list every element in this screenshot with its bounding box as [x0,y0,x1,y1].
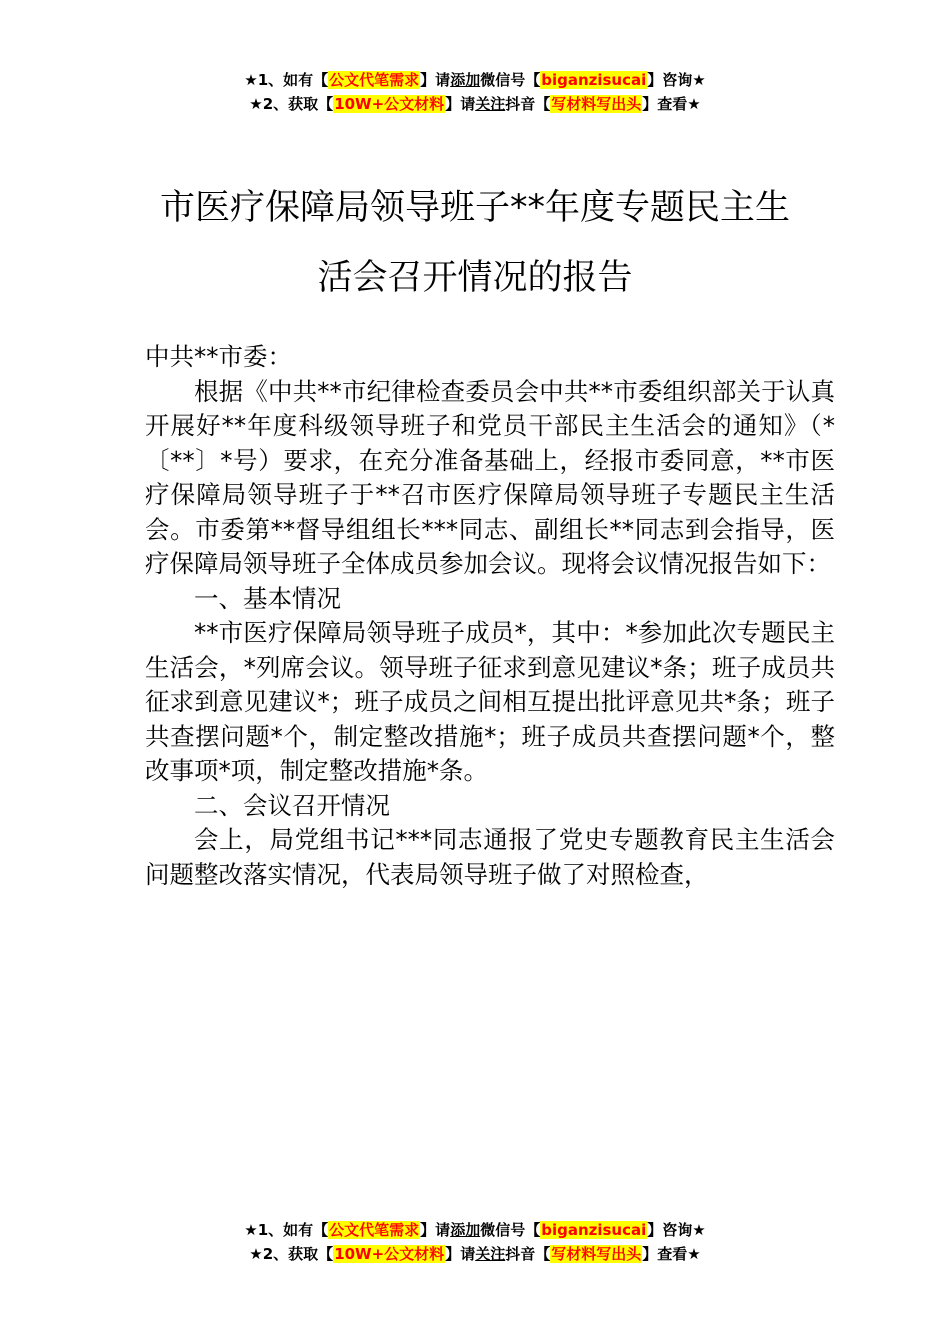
banner-highlight: 写材料写出头 [551,95,642,113]
banner-text: ★2、获取【 [249,1245,334,1263]
banner-highlight: 写材料写出头 [551,1245,642,1263]
banner-underline: 关注 [475,95,506,113]
banner-line-1 [0,1218,950,1242]
banner-text: 微信号【 [480,1221,541,1239]
banner-text: 】查看★ [642,1245,701,1263]
banner-text: 抖音【 [505,1245,551,1263]
section-heading-basic: 一、基本情况 [194,583,341,613]
document-title-line-1: 市医疗保障局领导班子**年度专题民主生 [159,188,790,228]
banner-text: 】请 [420,1221,451,1239]
banner-highlight: 10W+公文材料 [334,1245,445,1263]
footer-banner [0,1218,950,1266]
section-heading-meeting: 二、会议召开情况 [194,790,390,820]
banner-underline: 关注 [475,1245,506,1263]
document-title-line-2: 活会召开情况的报告 [317,258,633,298]
banner-underline: 添加 [450,1221,481,1239]
banner-text: ★1、如有【 [244,71,329,89]
banner-line-2 [0,1242,950,1266]
banner-text: ★1、如有【 [244,1221,329,1239]
banner-text: 抖音【 [505,95,551,113]
salutation: 中共**市委： [145,342,292,371]
paragraph-basic: **市医疗保障局领导班子成员*，其中：*参加此次专题民主生活会，*列席会议。领导班子征求到意见建议*条；班子成员共征求到意见建议*；班子成员之间相互提出批评意见共*条；班子共查摆问题*个，制定整改措施*；班子成员共查摆问题*个，整改事项*项，制定整改措施*条。 [145,618,835,785]
document-body [145,340,835,892]
banner-text: 】请 [445,1245,476,1263]
banner-highlight: 10W+公文材料 [334,95,445,113]
header-banner [0,68,950,116]
banner-text: 】查看★ [642,95,701,113]
banner-text: 】咨询★ [647,71,706,89]
banner-highlight: biganzisucai [541,71,647,89]
banner-text: 】咨询★ [647,1221,706,1239]
banner-highlight: 公文代笔需求 [329,1221,420,1239]
banner-line-1 [0,68,950,92]
paragraph-intro: 根据《中共**市纪律检查委员会中共**市委组织部关于认真开展好**年度科级领导班子和党员干部民主生活会的通知》（*〔**〕*号）要求，在充分准备基础上，经报市委同意，**市医疗保障局领导班子于**召市医疗保障局领导班子专题民主生活会。市委第**督导组组长***同志、副组长**同志到会指导，医疗保障局领导班子全体成员参加会议。现将会议情况报告如下： [145,376,835,578]
banner-highlight: biganzisucai [541,1221,647,1239]
banner-text: 】请 [445,95,476,113]
banner-text: 微信号【 [480,71,541,89]
banner-underline: 添加 [450,71,481,89]
banner-text: ★2、获取【 [249,95,334,113]
banner-line-2 [0,92,950,116]
banner-highlight: 公文代笔需求 [329,71,420,89]
paragraph-meeting: 会上，局党组书记***同志通报了党史专题教育民主生活会问题整改落实情况，代表局领导班子做了对照检查， [145,825,835,889]
banner-text: 】请 [420,71,451,89]
